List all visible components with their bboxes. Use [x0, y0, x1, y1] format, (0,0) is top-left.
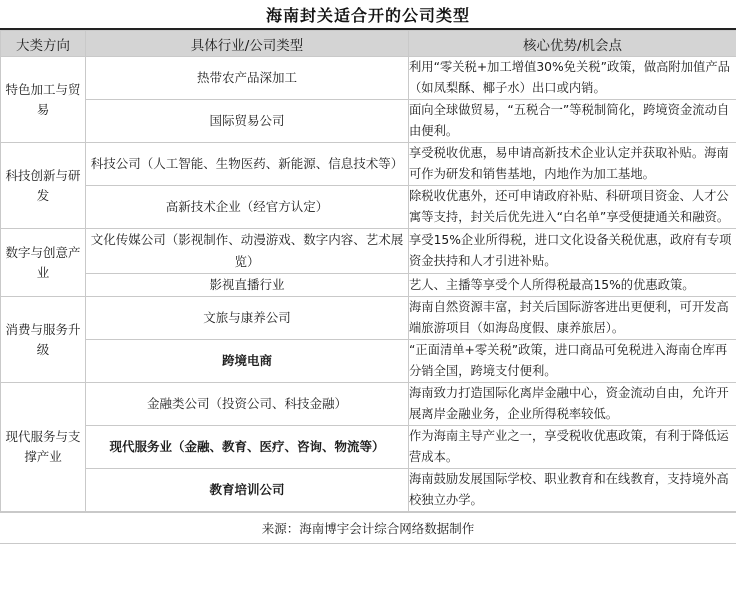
- industry-cell: 教育培训公司: [86, 469, 409, 512]
- table-row: [1, 57, 736, 100]
- advantage-cell: 面向全球做贸易，“五税合一”等税制简化，跨境资金流动自由便利。: [409, 100, 736, 143]
- industry-cell: 高新技术企业（经官方认定）: [86, 186, 409, 229]
- table-row: [1, 274, 736, 297]
- source-footer: [0, 512, 736, 544]
- industry-cell: 现代服务业（金融、教育、医疗、咨询、物流等）: [86, 426, 409, 469]
- table-row: [1, 229, 736, 274]
- table-header-row: [1, 31, 736, 57]
- industry-cell: 文旅与康养公司: [86, 297, 409, 340]
- table-row: [1, 426, 736, 469]
- page-title: [0, 0, 736, 30]
- source-text: 来源：海南博宇会计综合网络数据制作: [261, 521, 475, 536]
- advantage-cell: 艺人、主播等享受个人所得税最高15%的优惠政策。: [409, 274, 736, 297]
- advantage-cell: 利用“零关税+加工增值30%免关税”政策，做高附加值产品（如凤梨酥、椰子水）出口或内销。: [409, 57, 736, 100]
- group-direction-cell: 特色加工与贸易: [1, 57, 86, 143]
- column-header-industry: 具体行业/公司类型: [86, 31, 409, 57]
- advantage-cell: 享受税收优惠，易申请高新技术企业认定并获取补贴。海南可作为研发和销售基地，内地作为加工基地。: [409, 143, 736, 186]
- column-header-advantage: 核心优势/机会点: [409, 31, 736, 57]
- advantage-cell: 除税收优惠外，还可申请政府补贴、科研项目资金、人才公寓等支持，封关后优先进入“白名单”享受便捷通关和融资。: [409, 186, 736, 229]
- page-title-text: 海南封关适合开的公司类型: [265, 5, 470, 25]
- advantage-cell: 作为海南主导产业之一，享受税收优惠政策，有利于降低运营成本。: [409, 426, 736, 469]
- industry-cell: 跨境电商: [86, 340, 409, 383]
- company-types-table: [0, 30, 736, 512]
- table-row: [1, 383, 736, 426]
- industry-cell: 金融类公司（投资公司、科技金融）: [86, 383, 409, 426]
- industry-cell: 影视直播行业: [86, 274, 409, 297]
- group-direction-cell: 数字与创意产业: [1, 229, 86, 297]
- industry-cell: 热带农产品深加工: [86, 57, 409, 100]
- advantage-cell: 享受15%企业所得税，进口文化设备关税优惠，政府有专项资金扶持和人才引进补贴。: [409, 229, 736, 274]
- industry-cell: 文化传媒公司（影视制作、动漫游戏、数字内容、艺术展览）: [86, 229, 409, 274]
- industry-cell: 国际贸易公司: [86, 100, 409, 143]
- advantage-cell: “正面清单+零关税”政策，进口商品可免税进入海南仓库再分销全国，跨境支付便利。: [409, 340, 736, 383]
- table-body: [1, 57, 736, 512]
- table-header: [1, 31, 736, 57]
- table-row: [1, 297, 736, 340]
- group-direction-cell: 现代服务与支撑产业: [1, 383, 86, 512]
- group-direction-cell: 科技创新与研发: [1, 143, 86, 229]
- advantage-cell: 海南致力打造国际化离岸金融中心，资金流动自由，允许开展离岸金融业务，企业所得税率较低。: [409, 383, 736, 426]
- group-direction-cell: 消费与服务升级: [1, 297, 86, 383]
- table-row: [1, 340, 736, 383]
- advantage-cell: 海南鼓励发展国际学校、职业教育和在线教育，支持境外高校独立办学。: [409, 469, 736, 512]
- table-row: [1, 186, 736, 229]
- industry-cell: 科技公司（人工智能、生物医药、新能源、信息技术等）: [86, 143, 409, 186]
- table-row: [1, 143, 736, 186]
- advantage-cell: 海南自然资源丰富，封关后国际游客进出更便利，可开发高端旅游项目（如海岛度假、康养旅居）。: [409, 297, 736, 340]
- table-row: [1, 469, 736, 512]
- table-row: [1, 100, 736, 143]
- column-header-direction: 大类方向: [1, 31, 86, 57]
